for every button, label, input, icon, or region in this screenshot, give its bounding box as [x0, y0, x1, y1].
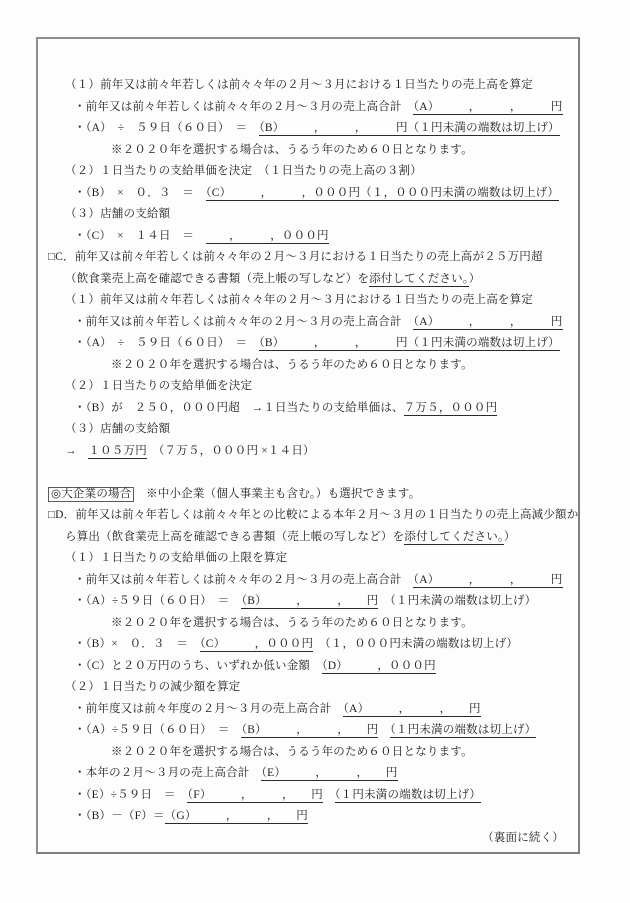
- underlined-field: （G） ， ， 円: [164, 810, 308, 822]
- text-segment: （３）店舗の支給額: [65, 423, 171, 435]
- underlined-field: ７万５，０００円: [403, 401, 498, 414]
- underlined-field: （B） ， ， 円（１円未満の端数は切上げ）: [258, 122, 560, 134]
- text-segment: ら算出（飲食業売上高を確認できる書類（売上帳の写しなど）を: [65, 530, 405, 543]
- underlined-field: 添付してください。: [369, 272, 469, 285]
- document-line: [38, 570, 578, 592]
- text-segment: ・前年又は前々年若しくは前々々年の２月～３月の売上高合計: [74, 573, 414, 586]
- document-line: [38, 505, 578, 527]
- text-segment: ）: [503, 530, 516, 543]
- document-line: [38, 828, 578, 850]
- text-segment: ・（B）が ２５０，０００円超 →１日当たりの支給単価は、: [74, 401, 404, 414]
- text-segment: ※２０２０年を選択する場合は、うるう年のため６０日となります。: [111, 745, 473, 758]
- text-segment: ※中小企業（個人事業主も含む。）も選択できます。: [134, 487, 421, 500]
- underlined-field: （E） ， ， 円: [261, 767, 398, 779]
- document-line: [38, 699, 578, 721]
- document-line: [38, 226, 578, 248]
- underlined-field: （A） ， ， 円: [343, 702, 481, 715]
- text-segment: ※２０２０年を選択する場合は、うるう年のため６０日となります。: [111, 143, 473, 156]
- underlined-field: （C） ， ，０００円（１，０００円未満の端数は切上げ）: [205, 186, 560, 199]
- document-line: [38, 247, 578, 269]
- text-segment: （１，０００円未満の端数は切上げ）: [313, 638, 519, 650]
- document-line: [38, 806, 578, 828]
- text-segment: ・（A）÷５９日（６０日） ＝: [74, 724, 242, 736]
- underlined-field: ， ，０００円: [205, 229, 329, 242]
- text-segment: ※２０２０年を選択する場合は、うるう年のため６０日となります。: [111, 616, 473, 629]
- underlined-field: （A） ， ， 円: [413, 315, 563, 328]
- underlined-field: （C） ，０００円: [199, 638, 314, 650]
- text-segment: ）: [468, 272, 481, 285]
- text-segment: （１円未満の端数は切上げ）: [378, 595, 537, 607]
- document-line: [38, 97, 578, 119]
- text-segment: ・（A） ÷ ５９日（６０日） ＝: [74, 122, 259, 134]
- document-line: [38, 333, 578, 355]
- text-segment: （２）１日当たりの支給単価を決定: [65, 380, 253, 392]
- form-sheet: [36, 37, 580, 854]
- text-segment: ・（C）と２０万円のうち、いずれか低い金額: [74, 659, 322, 672]
- document-line: [38, 312, 578, 334]
- text-segment: （１）１日当たりの支給単価の上限を算定: [65, 552, 288, 564]
- document-line: [38, 75, 578, 97]
- text-segment: ・（B） × ０．３ ＝: [74, 186, 206, 199]
- underlined-field: （A） ， ， 円: [413, 573, 563, 586]
- boxed-label: ◎大企業の場合: [48, 487, 134, 502]
- text-segment: ・（A） ÷ ５９日（６０日） ＝: [74, 337, 259, 349]
- document-line: [38, 548, 578, 570]
- text-segment: [323, 789, 335, 801]
- document-line: [38, 527, 578, 549]
- text-segment: （１）前年又は前々年若しくは前々々年の２月～３月における１日当たりの売上高を算定: [65, 79, 533, 91]
- text-segment: ・本年の２月～３月の売上高合計: [74, 767, 262, 779]
- text-segment: ・（B）－（F）＝: [74, 810, 165, 822]
- document-line: [38, 441, 578, 463]
- document-line: [38, 398, 578, 420]
- text-segment: （２）１日当たりの支給単価を決定 （１日当たりの売上高の３割）: [65, 165, 422, 177]
- document-line: [38, 742, 578, 764]
- document-line: [38, 720, 578, 742]
- underlined-field: （F） ， ， 円: [187, 788, 323, 801]
- document-line: [38, 634, 578, 656]
- document-line: [38, 613, 578, 635]
- document-line: [38, 591, 578, 613]
- underlined-field: １０５万円: [88, 444, 147, 457]
- underlined-field: （B） ， ， 円: [241, 595, 379, 607]
- text-segment: （３）店舗の支給額: [65, 208, 171, 220]
- text-segment: （２）１日当たりの減少額を算定: [65, 681, 241, 693]
- underlined-field: （１円未満の端数は切上げ）: [334, 788, 482, 801]
- document-line: [38, 118, 578, 140]
- text-segment: （飲食業売上高を確認できる書類（売上帳の写しなど）を: [65, 272, 370, 285]
- document-line: [38, 204, 578, 226]
- document-line: [38, 140, 578, 162]
- document-line: [38, 269, 578, 291]
- underlined-field: （A） ， ， 円: [413, 100, 563, 113]
- text-segment: ・前年度又は前々年度の２月～３月の売上高合計: [74, 702, 344, 715]
- underlined-field: （B） ， ， 円: [241, 724, 379, 736]
- text-segment: ・（B）× ０．３ ＝: [74, 638, 200, 650]
- text-segment: ・前年又は前々年若しくは前々々年の２月～３月の売上高合計: [74, 315, 414, 328]
- document-line: [38, 183, 578, 205]
- text-segment: ※２０２０年を選択する場合は、うるう年のため６０日となります。: [111, 358, 473, 371]
- document-line: [38, 419, 578, 441]
- text-segment: □D．前年又は前々年若しくは前々々年との比較による本年２月～３月の１日当たりの売上高減少額か: [48, 509, 579, 521]
- document-line: [38, 656, 578, 678]
- text-segment: ・（E）÷５９日 ＝: [74, 788, 188, 801]
- text-segment: ・前年又は前々年若しくは前々々年の２月～３月の売上高合計: [74, 100, 414, 113]
- document-line: [38, 290, 578, 312]
- text-segment: →: [65, 444, 89, 457]
- underlined-field: 添付してください。: [404, 530, 504, 543]
- document-line: [38, 376, 578, 398]
- document-line: [38, 355, 578, 377]
- text-segment: ・（C） × １４日 ＝: [74, 229, 206, 242]
- text-segment: ・（A）÷５９日（６０日） ＝: [74, 595, 242, 607]
- document-body: [38, 75, 578, 849]
- underlined-field: （B） ， ， 円（１円未満の端数は切上げ）: [258, 337, 560, 349]
- document-line: [38, 785, 578, 807]
- text-segment: [378, 724, 390, 736]
- document-line: [38, 763, 578, 785]
- text-segment: （７万５，０００円 ×１４日）: [146, 444, 315, 457]
- blank-line: [38, 462, 578, 484]
- text-segment: （裏面に続く）: [482, 831, 564, 844]
- text-segment: （１）前年又は前々年若しくは前々々年の２月～３月における１日当たりの売上高を算定: [65, 294, 533, 306]
- document-line: [38, 677, 578, 699]
- underlined-field: （１円未満の端数は切上げ）: [390, 724, 537, 736]
- document-line: [38, 484, 578, 506]
- document-line: [38, 161, 578, 183]
- text-segment: □C．前年又は前々年若しくは前々々年の２月～３月における１日当たりの売上高が２５万円超: [48, 251, 543, 263]
- underlined-field: （D） ，０００円: [321, 659, 436, 672]
